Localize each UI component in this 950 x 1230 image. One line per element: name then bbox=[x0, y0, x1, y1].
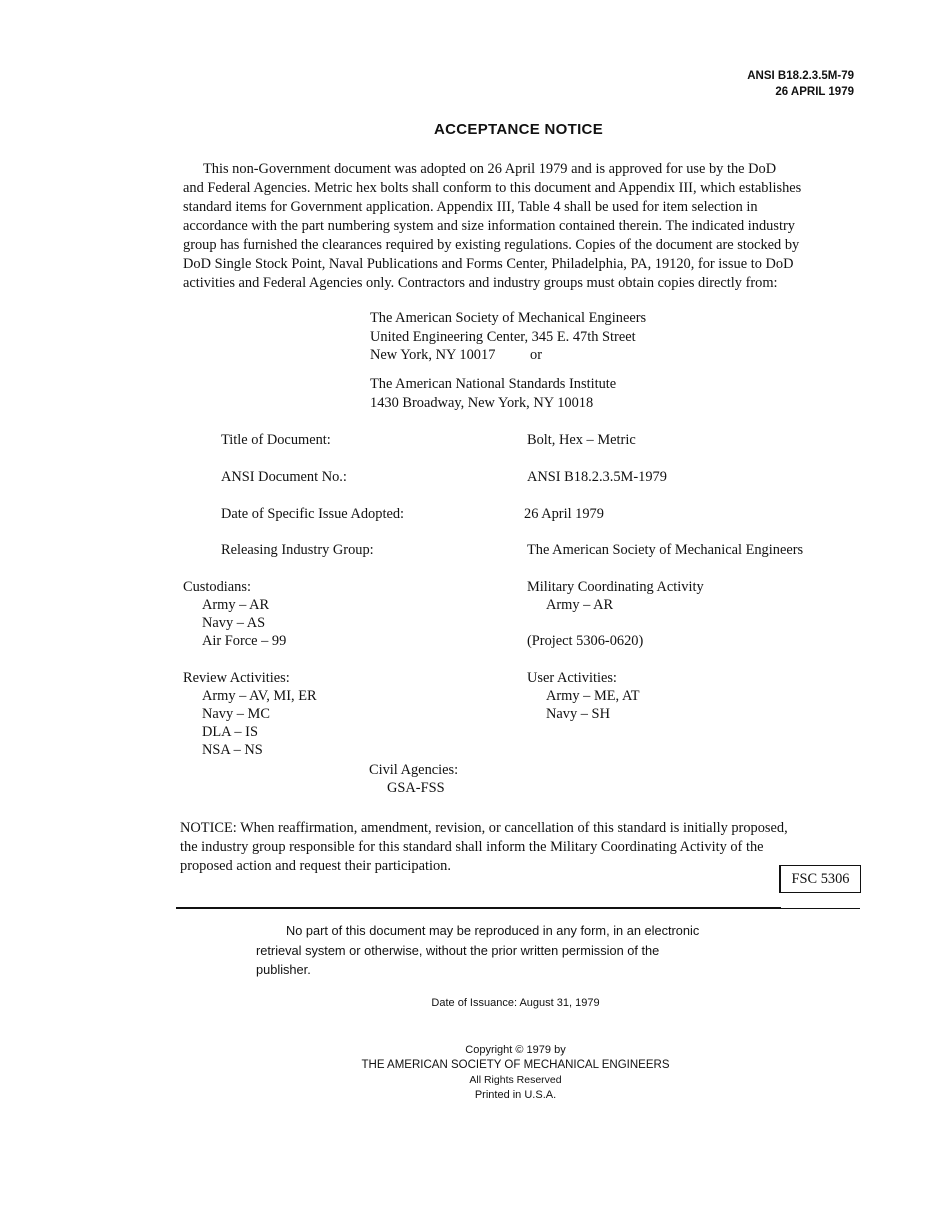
document-date: 26 APRIL 1979 bbox=[775, 86, 854, 98]
printed-in: Printed in U.S.A. bbox=[474, 1089, 557, 1101]
notice-line: proposed action and request their participation. bbox=[180, 858, 451, 874]
intro-line: activities and Federal Agencies only. Contractors and industry groups must obtain copies directly from: bbox=[183, 275, 778, 291]
asme-city: New York, NY 10017 bbox=[370, 347, 496, 363]
user-item: Army – ME, AT bbox=[546, 688, 640, 704]
ansi-street: 1430 Broadway, New York, NY 10018 bbox=[370, 395, 594, 411]
rights-line: publisher. bbox=[256, 962, 311, 977]
intro-line: DoD Single Stock Point, Naval Publications and Forms Center, Philadelphia, PA, 19120, for issue to DoD bbox=[183, 256, 794, 272]
review-item: Army – AV, MI, ER bbox=[202, 688, 317, 704]
intro-line: This non-Government document was adopted on 26 April 1979 and is approved for use by the DoD bbox=[203, 161, 777, 177]
military-item: Army – AR bbox=[546, 597, 614, 613]
civil-heading: Civil Agencies: bbox=[369, 762, 459, 778]
rights-line: retrieval system or otherwise, without the prior written permission of the bbox=[256, 942, 660, 958]
title-value: Bolt, Hex – Metric bbox=[527, 432, 636, 448]
review-heading: Review Activities: bbox=[183, 670, 290, 686]
fsc-box: FSC 5306 bbox=[779, 865, 861, 893]
ansi-name: The American National Standards Institute bbox=[370, 376, 617, 392]
review-item: NSA – NS bbox=[202, 742, 263, 758]
intro-paragraph bbox=[183, 160, 855, 293]
civil-item: GSA-FSS bbox=[387, 780, 445, 796]
notice-line: NOTICE: When reaffirmation, amendment, revision, or cancellation of this standard is initially proposed, bbox=[180, 820, 788, 836]
asme-name: The American Society of Mechanical Engineers bbox=[370, 310, 647, 326]
notice-line: the industry group responsible for this standard shall inform the Military Coordinating Activity of the bbox=[180, 839, 764, 855]
review-item: DLA – IS bbox=[202, 724, 258, 740]
custodian-item: Navy – AS bbox=[202, 615, 266, 631]
rights-reserved: All Rights Reserved bbox=[469, 1074, 562, 1086]
custodian-item: Army – AR bbox=[202, 597, 270, 613]
or-word: or bbox=[530, 347, 542, 363]
docno-label: ANSI Document No.: bbox=[221, 469, 347, 485]
notice-paragraph bbox=[180, 819, 853, 876]
publisher-name: THE AMERICAN SOCIETY OF MECHANICAL ENGINEERS bbox=[361, 1059, 670, 1071]
asme-street: United Engineering Center, 345 E. 47th Street bbox=[370, 329, 636, 345]
intro-line: group has furnished the clearances required by existing regulations. Copies of the document are stocked by bbox=[183, 237, 800, 253]
document-code: ANSI B18.2.3.5M-79 bbox=[747, 70, 854, 82]
group-value: The American Society of Mechanical Engineers bbox=[527, 542, 804, 558]
custodians-heading: Custodians: bbox=[183, 579, 251, 595]
divider-line bbox=[176, 907, 781, 909]
military-heading: Military Coordinating Activity bbox=[527, 579, 704, 595]
issuance-date: Date of Issuance: August 31, 1979 bbox=[431, 997, 600, 1009]
docno-value: ANSI B18.2.3.5M-1979 bbox=[527, 469, 667, 485]
date-label: Date of Specific Issue Adopted: bbox=[221, 506, 405, 522]
project-number: (Project 5306-0620) bbox=[527, 633, 644, 649]
user-heading: User Activities: bbox=[527, 670, 617, 686]
divider-line-thin bbox=[780, 908, 860, 909]
intro-line: accordance with the part numbering system and size information contained therein. The indicated industry bbox=[183, 218, 795, 234]
rights-line: No part of this document may be reproduced in any form, in an electronic bbox=[286, 923, 700, 938]
date-value: 26 April 1979 bbox=[524, 506, 604, 522]
copyright-line: Copyright © 1979 by bbox=[465, 1044, 566, 1056]
user-item: Navy – SH bbox=[546, 706, 610, 722]
rights-paragraph bbox=[256, 921, 754, 980]
title-label: Title of Document: bbox=[221, 432, 331, 448]
intro-line: and Federal Agencies. Metric hex bolts shall conform to this document and Appendix III, which establishes bbox=[183, 180, 802, 196]
group-label: Releasing Industry Group: bbox=[221, 542, 374, 558]
custodian-item: Air Force – 99 bbox=[202, 633, 287, 649]
intro-line: standard items for Government application. Appendix III, Table 4 shall be used for item selection in bbox=[183, 199, 758, 215]
page-title: ACCEPTANCE NOTICE bbox=[434, 121, 603, 138]
review-item: Navy – MC bbox=[202, 706, 270, 722]
